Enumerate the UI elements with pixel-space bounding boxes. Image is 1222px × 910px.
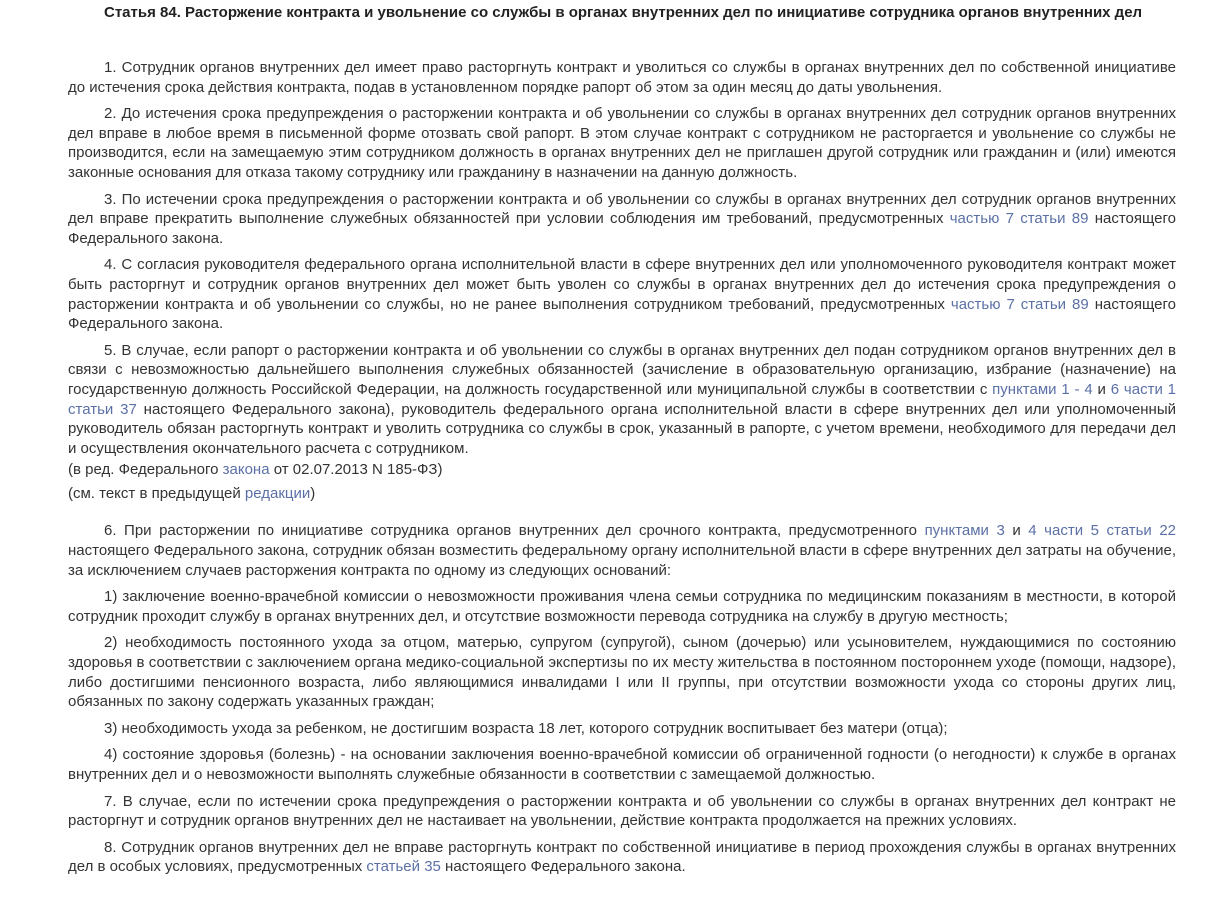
paragraph-5-text-mid: и bbox=[1092, 380, 1111, 398]
paragraph-6-item-1 bbox=[68, 587, 1176, 626]
edit-note-text-end: от 02.07.2013 N 185-ФЗ) bbox=[269, 461, 443, 479]
paragraph-6-text-end: настоящего Федерального закона, сотрудник обязан возместить федеральному органу исполнительной власти в сфере внутренних дел затраты на обучение, за исключением случаев расторжения контракта по одному из следующих оснований: bbox=[68, 542, 1176, 579]
link-part-7-article-89[interactable]: частью 7 статьи 89 bbox=[949, 210, 1089, 228]
edit-note-text: (в ред. Федерального bbox=[68, 461, 223, 479]
previous-edition-text-end: ) bbox=[310, 484, 316, 502]
previous-edition-note bbox=[68, 484, 1176, 504]
paragraph-5-text: 5. В случае, если рапорт о расторжении контракта и об увольнении со службы в органах внутренних дел подан сотрудником органов внутренних дел в связи с невозможностью дальнейшего выполнения служебных обязанностей (зачисление в образовательную организацию, избрание (назначение) на государственную должность Российской Федерации, на должность государственной или муниципальной службы в соответствии с bbox=[68, 341, 1176, 398]
paragraph-1-text: 1. Сотрудник органов внутренних дел имеет право расторгнуть контракт и уволиться со службы в органах внутренних дел по собственной инициативе до истечения срока действия контракта, подав в установленном порядке рапорт об этом за один месяц до даты увольнения. bbox=[68, 59, 1176, 96]
paragraph-6 bbox=[68, 521, 1176, 580]
paragraph-6-item-1-text: 1) заключение военно-врачебной комиссии о невозможности проживания члена семьи сотрудника по медицинским показаниям в местности, в которой сотрудник проходит службу в органах внутренних дел, и отсутствие возможности перевода сотрудника на службу в другую местность; bbox=[68, 588, 1176, 625]
previous-edition-text: (см. текст в предыдущей bbox=[68, 484, 245, 502]
paragraph-8-text-end: настоящего Федерального закона. bbox=[440, 858, 686, 876]
paragraph-2-text: 2. До истечения срока предупреждения о расторжении контракта и об увольнении со службы в органах внутренних дел сотрудник органов внутренних дел вправе в любое время в письменной форме отозвать свой рапорт. В этом случае контракт с сотрудником не расторгается и увольнение со службы не производится, если на замещаемую этим сотрудником должность в органах внутренних дел не приглашен другой сотрудник или гражданин и (или) имеются законные основания для отказа такому сотруднику или гражданину в назначении на данную должность. bbox=[68, 105, 1176, 181]
paragraph-6-text: 6. При расторжении по инициативе сотрудника органов внутренних дел срочного контракта, предусмотренного bbox=[104, 522, 925, 540]
paragraph-5 bbox=[68, 341, 1176, 459]
link-items-3[interactable]: пунктами 3 bbox=[924, 522, 1005, 540]
paragraph-7 bbox=[68, 792, 1176, 831]
paragraph-1 bbox=[68, 58, 1176, 97]
paragraph-4 bbox=[68, 255, 1176, 333]
paragraph-3 bbox=[68, 190, 1176, 249]
link-article-35[interactable]: статьей 35 bbox=[366, 858, 441, 876]
link-item-4-part-5-article-22[interactable]: 4 части 5 статьи 22 bbox=[1028, 522, 1177, 540]
paragraph-6-item-3 bbox=[68, 719, 1176, 739]
paragraph-3-text-end: настоящего Федерального закона. bbox=[68, 210, 1176, 247]
paragraph-3-text: 3. По истечении срока предупреждения о расторжении контракта и об увольнении со службы в органах внутренних дел сотрудник органов внутренних дел вправе прекратить выполнение служебных обязанностей при условии соблюдения им требований, предусмотренных bbox=[68, 190, 1176, 228]
link-item-6-part-1-article-37[interactable]: 6 части 1 статьи 37 bbox=[68, 380, 1176, 418]
link-previous-edition[interactable]: редакции bbox=[244, 484, 311, 502]
link-law[interactable]: закона bbox=[222, 461, 270, 479]
paragraph-6-item-4-text: 4) состояние здоровья (болезнь) - на основании заключения военно-врачебной комиссии об ограниченной годности (о негодности) к службе в органах внутренних дел и о невозможности выполнять служебные обязанности в соответствии с замещаемой должностью. bbox=[68, 746, 1176, 783]
paragraph-7-text: 7. В случае, если по истечении срока предупреждения о расторжении контракта и об увольнении со службы в органах внутренних дел контракт не расторгнут и сотрудник органов внутренних дел не настаивает на увольнении, действие контракта продолжается на прежних условиях. bbox=[68, 792, 1176, 830]
paragraph-6-item-2 bbox=[68, 633, 1176, 711]
paragraph-8 bbox=[68, 838, 1176, 877]
article-title: Статья 84. Расторжение контракта и увольнение со службы в органах внутренних дел по инициативе сотрудника органов внутренних дел bbox=[104, 4, 1143, 21]
paragraph-6-item-2-text: 2) необходимость постоянного ухода за отцом, матерью, супругом (супругой), сыном (дочерью) или усыновителем, нуждающимися по состоянию здоровья в соответствии с заключением органа медико-социальной экспертизы по их месту жительства в постоянном постороннем уходе (помощи, надзоре), либо достигшими пенсионного возраста, либо являющимися инвалидами I или II группы, при отсутствии возможности ухода со стороны других лиц, обязанных по закону содержать указанных граждан; bbox=[68, 634, 1176, 711]
paragraph-4-text: 4. С согласия руководителя федерального органа исполнительной власти в сфере внутренних дел или уполномоченного руководителя контракт может быть расторгнут и сотрудник органов внутренних дел может быть уволен со службы в органах внутренних дел до истечения срока предупреждения о расторжении контракта и об увольнении со службы, но не ранее выполнения сотрудником требований, предусмотренных bbox=[68, 256, 1176, 313]
paragraph-5-text-end: настоящего Федерального закона), руководитель федерального органа исполнительной власти в сфере внутренних дел или уполномоченный руководитель обязан расторгнуть контракт и уволить сотрудника со службы в срок, указанный в рапорте, с учетом времени, необходимого для передачи дел и осуществления окончательного расчета с сотрудником. bbox=[68, 400, 1176, 457]
paragraph-6-text-mid: и bbox=[1004, 522, 1029, 540]
link-items-1-4[interactable]: пунктами 1 - 4 bbox=[992, 380, 1093, 398]
paragraph-4-text-end: настоящего Федерального закона. bbox=[68, 295, 1176, 333]
edit-note bbox=[68, 460, 1176, 480]
paragraph-6-item-4 bbox=[68, 745, 1176, 784]
link-part-7-article-89[interactable]: частью 7 статьи 89 bbox=[950, 295, 1089, 313]
paragraph-2 bbox=[68, 104, 1176, 182]
paragraph-8-text: 8. Сотрудник органов внутренних дел не вправе расторгнуть контракт по собственной инициативе в период прохождения службы в органах внутренних дел в особых условиях, предусмотренных bbox=[68, 838, 1176, 876]
paragraph-6-item-3-text: 3) необходимость ухода за ребенком, не достигшим возраста 18 лет, которого сотрудник воспитывает без матери (отца); bbox=[104, 719, 948, 737]
